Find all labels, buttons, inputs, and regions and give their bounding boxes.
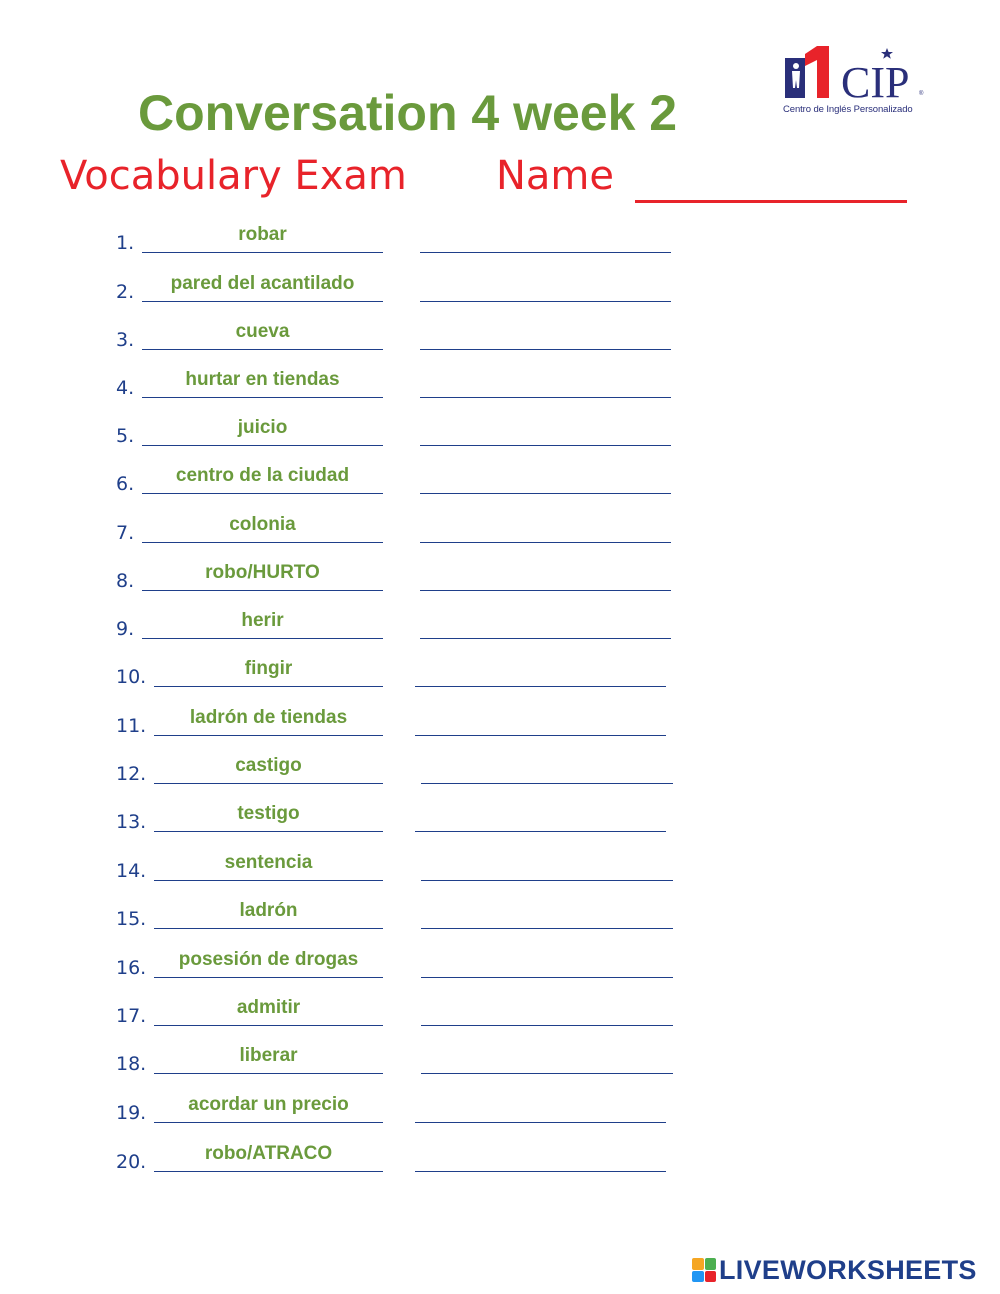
translation-blank-line[interactable] [415, 1122, 666, 1123]
item-number: 15. [116, 908, 147, 930]
item-number: 1. [116, 232, 135, 254]
answer-blank-line [142, 397, 383, 398]
answer-text: herir [241, 610, 284, 631]
name-blank-line [635, 200, 907, 203]
answer-text: centro de la ciudad [175, 465, 350, 486]
answer-text: robo/HURTO [205, 562, 320, 583]
answer-text: admitir [236, 997, 301, 1018]
item-number: 6. [116, 473, 135, 495]
answer-blank-line [154, 1025, 383, 1026]
item-number: 10. [116, 666, 147, 688]
answer-blank-line [142, 542, 383, 543]
svg-text:®: ® [919, 91, 924, 97]
answer-text: ladrón de tiendas [189, 707, 348, 728]
answer-text: testigo [237, 803, 300, 824]
item-number: 19. [116, 1102, 147, 1124]
vocabulary-row [0, 550, 1000, 594]
vocabulary-row [0, 985, 1000, 1029]
item-number: 11. [116, 715, 147, 737]
answer-text: pared del acantilado [170, 273, 355, 294]
answer-text: fingir [244, 658, 293, 679]
answer-blank-line [154, 735, 383, 736]
translation-blank-line[interactable] [421, 977, 673, 978]
vocabulary-row [0, 937, 1000, 981]
answer-text: juicio [237, 417, 288, 438]
answer-blank-line [154, 977, 383, 978]
answer-blank-line [154, 1171, 383, 1172]
translation-blank-line[interactable] [420, 590, 671, 591]
item-number: 9. [116, 618, 135, 640]
answer-text: posesión de drogas [178, 949, 359, 970]
vocabulary-row [0, 502, 1000, 546]
answer-blank-line [154, 1073, 383, 1074]
item-number: 12. [116, 763, 147, 785]
answer-blank-line [154, 928, 383, 929]
item-number: 16. [116, 957, 147, 979]
answer-blank-line [142, 301, 383, 302]
name-label: Name [496, 153, 615, 199]
vocabulary-row [0, 212, 1000, 256]
answer-text: colonia [229, 514, 296, 535]
vocabulary-row [0, 357, 1000, 401]
liveworksheets-brand: LIVEWORKSHEETS [719, 1254, 977, 1285]
item-number: 14. [116, 860, 147, 882]
translation-blank-line[interactable] [420, 542, 671, 543]
translation-blank-line[interactable] [420, 349, 671, 350]
answer-blank-line [154, 1122, 383, 1123]
answer-blank-line [154, 783, 383, 784]
item-number: 8. [116, 570, 135, 592]
vocabulary-row [0, 888, 1000, 932]
vocabulary-row [0, 1131, 1000, 1175]
vocabulary-row [0, 309, 1000, 353]
item-number: 7. [116, 522, 135, 544]
translation-blank-line[interactable] [420, 301, 671, 302]
answer-blank-line [142, 638, 383, 639]
answer-blank-line [154, 831, 383, 832]
translation-blank-line[interactable] [420, 397, 671, 398]
answer-text: ladrón [239, 900, 298, 921]
answer-blank-line [154, 686, 383, 687]
translation-blank-line[interactable] [421, 783, 673, 784]
logo-tagline: Centro de Inglés Personalizado [783, 104, 913, 115]
vocabulary-row [0, 1033, 1000, 1077]
vocabulary-row [0, 840, 1000, 884]
translation-blank-line[interactable] [420, 493, 671, 494]
item-number: 3. [116, 329, 135, 351]
vocabulary-row [0, 791, 1000, 835]
item-number: 5. [116, 425, 135, 447]
item-number: 18. [116, 1053, 147, 1075]
answer-blank-line [154, 880, 383, 881]
vocabulary-row [0, 453, 1000, 497]
cip-logo [783, 44, 928, 118]
vocabulary-row [0, 646, 1000, 690]
item-number: 2. [116, 281, 135, 303]
answer-blank-line [142, 590, 383, 591]
vocabulary-row [0, 261, 1000, 305]
item-number: 4. [116, 377, 135, 399]
answer-blank-line [142, 493, 383, 494]
item-number: 20. [116, 1151, 147, 1173]
liveworksheets-badge-icon [692, 1258, 716, 1282]
logo-brand-text: CIP [841, 58, 910, 104]
vocabulary-row [0, 743, 1000, 787]
answer-blank-line [142, 445, 383, 446]
vocabulary-row [0, 1082, 1000, 1126]
translation-blank-line[interactable] [421, 880, 673, 881]
answer-text: acordar un precio [188, 1094, 349, 1115]
answer-text: cueva [235, 321, 290, 342]
vocabulary-row [0, 695, 1000, 739]
translation-blank-line[interactable] [421, 1073, 673, 1074]
answer-text: robar [238, 224, 287, 245]
translation-blank-line[interactable] [415, 735, 666, 736]
translation-blank-line[interactable] [420, 252, 671, 253]
answer-text: robo/ATRACO [204, 1143, 333, 1164]
vocabulary-row [0, 405, 1000, 449]
item-number: 13. [116, 811, 147, 833]
answer-blank-line [142, 349, 383, 350]
translation-blank-line[interactable] [421, 1025, 673, 1026]
page-title: Conversation 4 week 2 [138, 85, 678, 141]
translation-blank-line[interactable] [415, 1171, 666, 1172]
translation-blank-line[interactable] [420, 638, 671, 639]
liveworksheets-footer [692, 1255, 977, 1285]
translation-blank-line[interactable] [415, 686, 666, 687]
answer-text: hurtar en tiendas [185, 369, 340, 390]
cip-logo-mark [783, 44, 928, 104]
answer-text: liberar [239, 1045, 298, 1066]
translation-blank-line[interactable] [420, 445, 671, 446]
item-number: 17. [116, 1005, 147, 1027]
exam-subtitle: Vocabulary Exam [60, 153, 407, 199]
vocabulary-row [0, 598, 1000, 642]
translation-blank-line[interactable] [415, 831, 666, 832]
translation-blank-line[interactable] [421, 928, 673, 929]
answer-blank-line [142, 252, 383, 253]
answer-text: castigo [235, 755, 302, 776]
answer-text: sentencia [224, 852, 313, 873]
